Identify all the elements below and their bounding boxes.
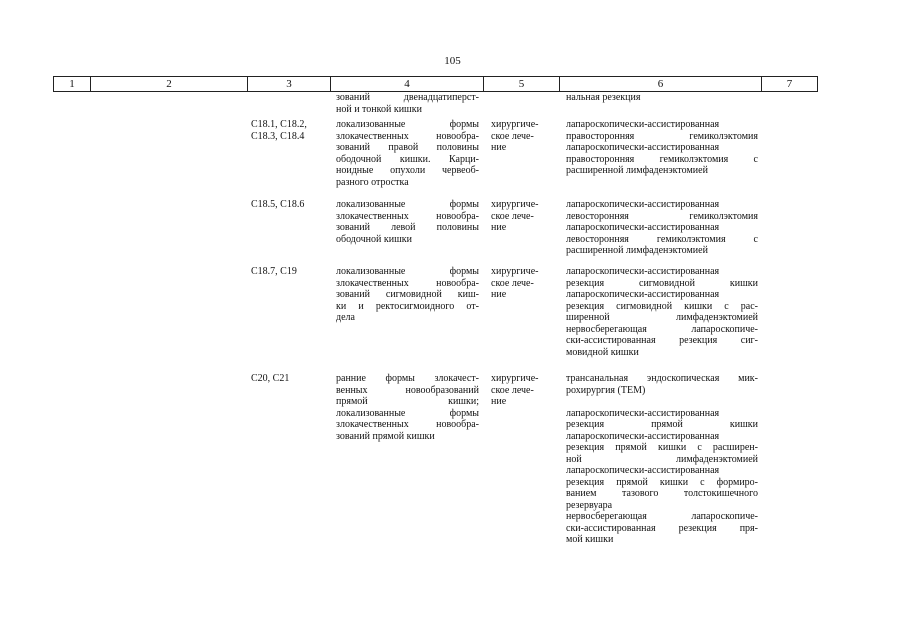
method-line: лапароскопически-ассистированная xyxy=(566,119,720,130)
description-line: злокачественных новообра- xyxy=(336,130,479,142)
description-line: локализованные формы xyxy=(336,407,479,419)
method-line: нальная резекция xyxy=(566,92,641,103)
method-cell xyxy=(566,119,758,177)
description-line: зований сигмовидной киш- xyxy=(336,289,479,300)
header-col-5: 5 xyxy=(483,77,559,91)
description-line: злокачественных новообра- xyxy=(336,419,479,430)
method-cell xyxy=(566,373,758,546)
description-cell xyxy=(336,119,479,188)
code-line: C18.7, C19 xyxy=(251,266,297,277)
description-line: локализованные формы xyxy=(336,119,479,130)
description-line: злокачественных новообра- xyxy=(336,210,479,222)
code-cell xyxy=(251,119,329,142)
description-cell xyxy=(336,373,479,442)
treatment-line: ние xyxy=(491,396,507,407)
method-line: лапароскопически-ассистированная xyxy=(566,407,720,419)
description-line: злокачественных новообра- xyxy=(336,277,479,289)
description-line: ободочной кишки xyxy=(336,233,412,245)
method-line: левосторонняя гемиколэктомия с xyxy=(566,233,758,245)
description-line: ноидные опухоли червеоб- xyxy=(336,165,479,176)
method-line: нервосберегающая лапароскопиче- xyxy=(566,323,758,335)
method-line: лапароскопически-ассистированная xyxy=(566,465,720,476)
treatment-line: ское лече- xyxy=(491,130,534,142)
code-line: C20, C21 xyxy=(251,373,290,384)
method-line: расширенной лимфаденэктомией xyxy=(566,165,708,176)
method-cell xyxy=(566,92,758,104)
method-cell xyxy=(566,266,758,358)
code-line: C18.5, C18.6 xyxy=(251,199,305,210)
method-line: резекция сигмовидной кишки с рас- xyxy=(566,300,758,312)
description-line: разного отростка xyxy=(336,176,409,188)
method-line: левосторонняя гемиколэктомия xyxy=(566,210,758,222)
description-line: зований прямой кишки xyxy=(336,430,435,442)
description-line: дела xyxy=(336,312,355,323)
treatment-line: хирургиче- xyxy=(491,199,539,210)
description-cell xyxy=(336,266,479,324)
code-cell xyxy=(251,199,329,211)
description-line: прямой кишки; xyxy=(336,396,479,407)
treatment-line: ское лече- xyxy=(491,384,534,396)
description-line: ранние формы злокачест- xyxy=(336,373,479,384)
method-line: мой кишки xyxy=(566,534,614,545)
treatment-line: ние xyxy=(491,222,507,233)
method-line: резекция прямой кишки с расширен- xyxy=(566,442,758,453)
description-line: зований левой половины xyxy=(336,222,479,233)
method-line: ширенной лимфаденэктомией xyxy=(566,312,758,323)
header-col-1: 1 xyxy=(53,77,90,91)
method-line: правосторонняя гемиколэктомия с xyxy=(566,153,758,165)
method-line xyxy=(566,396,758,408)
treatment-line: хирургиче- xyxy=(491,119,539,130)
method-cell xyxy=(566,199,758,257)
code-cell xyxy=(251,373,329,385)
table-header-row xyxy=(53,76,818,92)
treatment-line: ское лече- xyxy=(491,277,534,289)
header-col-2: 2 xyxy=(90,77,247,91)
method-line: резервуара xyxy=(566,499,613,511)
method-line: резекция сигмовидной кишки xyxy=(566,277,758,289)
method-line: лапароскопически-ассистированная xyxy=(566,142,720,153)
treatment-line: ское лече- xyxy=(491,210,534,222)
treatment-cell xyxy=(491,119,555,154)
method-line: ски-ассистированная резекция пря- xyxy=(566,522,758,534)
treatment-cell xyxy=(491,373,555,408)
description-cell xyxy=(336,92,479,115)
method-line: лапароскопически-ассистированная xyxy=(566,199,720,210)
method-line: лапароскопически-ассистированная xyxy=(566,430,720,442)
method-line: ванием тазового толстокишечного xyxy=(566,488,758,499)
method-line: лапароскопически-ассистированная xyxy=(566,222,720,233)
method-line: лапароскопически-ассистированная xyxy=(566,289,720,300)
description-cell xyxy=(336,199,479,245)
treatment-line: ние xyxy=(491,142,507,153)
page-number: 105 xyxy=(444,55,461,67)
method-line: трансанальная эндоскопическая мик- xyxy=(566,373,758,384)
code-cell xyxy=(251,266,329,278)
description-line: локализованные формы xyxy=(336,266,479,277)
header-col-6: 6 xyxy=(559,77,761,91)
method-line: рохирургия (ТЕМ) xyxy=(566,384,646,396)
method-line: расширенной лимфаденэктомией xyxy=(566,245,708,256)
method-line: ски-ассистированная резекция сиг- xyxy=(566,335,758,346)
header-col-7: 7 xyxy=(761,77,818,91)
code-line: C18.1, C18.2, xyxy=(251,119,307,130)
treatment-cell xyxy=(491,199,555,234)
description-line: ободочной кишки. Карци- xyxy=(336,153,479,165)
treatment-line: ние xyxy=(491,289,507,300)
header-col-3: 3 xyxy=(247,77,330,91)
code-line: C18.3, C18.4 xyxy=(251,130,305,142)
treatment-cell xyxy=(491,266,555,301)
method-line: мовидной кишки xyxy=(566,346,639,358)
treatment-line: хирургиче- xyxy=(491,373,539,384)
method-line: нервосберегающая лапароскопиче- xyxy=(566,511,758,522)
method-line: резекция прямой кишки xyxy=(566,419,758,430)
description-line: венных новообразований xyxy=(336,384,479,396)
treatment-line: хирургиче- xyxy=(491,266,539,277)
description-line: зований двенадцатиперст- xyxy=(336,92,479,103)
header-col-4: 4 xyxy=(330,77,483,91)
description-line: локализованные формы xyxy=(336,199,479,210)
description-line: зований правой половины xyxy=(336,142,479,153)
method-line: правосторонняя гемиколэктомия xyxy=(566,130,758,142)
method-line: ной лимфаденэктомией xyxy=(566,453,758,465)
method-line: резекция прямой кишки с формиро- xyxy=(566,476,758,488)
description-line: ки и ректосигмоидного от- xyxy=(336,300,479,312)
method-line: лапароскопически-ассистированная xyxy=(566,266,720,277)
description-line: ной и тонкой кишки xyxy=(336,103,422,115)
